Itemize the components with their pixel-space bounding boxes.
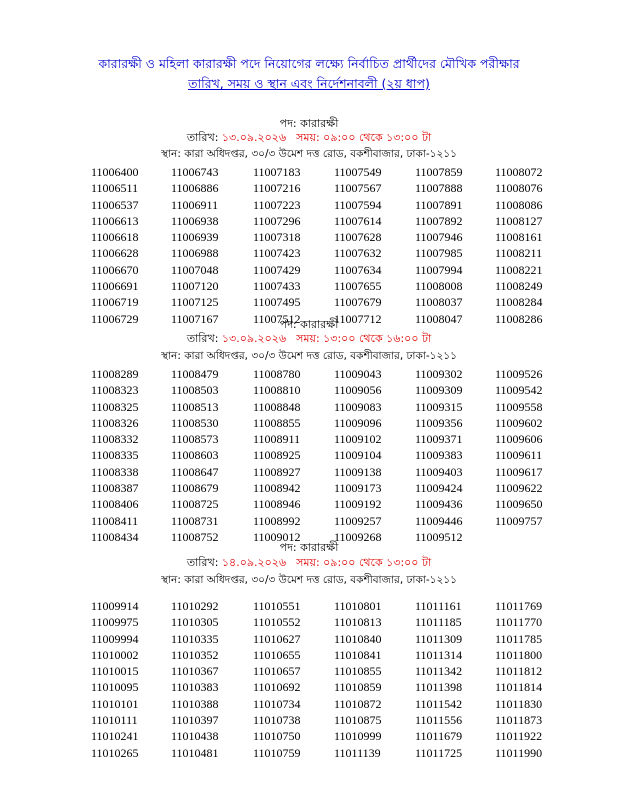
roll-number: 11008503 [171, 383, 219, 398]
roll-number: 11009602 [495, 415, 543, 430]
roll-number: 11007859 [415, 165, 463, 179]
roll-number: 11008731 [171, 513, 219, 528]
roll-number: 11010552 [253, 615, 301, 630]
roll-number: 11010335 [171, 631, 219, 646]
roll-number: 11008848 [253, 399, 301, 414]
roll-number: 11009315 [415, 399, 463, 414]
roll-number: 11006618 [91, 230, 139, 245]
roll-number: 11011161 [415, 599, 462, 613]
roll-number: 11010367 [171, 664, 219, 679]
roll-number: 11006729 [91, 311, 139, 326]
roll-number: 11011139 [334, 745, 381, 760]
roll-number: 11011990 [495, 745, 543, 760]
roll-number: 11010551 [253, 599, 301, 613]
roll-number: 11008332 [91, 432, 139, 447]
roll-number: 11008647 [171, 464, 219, 479]
roll-number: 11008127 [495, 213, 543, 228]
roll-number-column [495, 598, 575, 761]
roll-number: 11009526 [495, 367, 543, 381]
roll-number: 11006939 [171, 230, 219, 245]
roll-number: 11009617 [495, 464, 543, 479]
roll-number: 11009309 [415, 383, 463, 398]
roll-number: 11006400 [91, 165, 139, 179]
roll-number: 11010859 [334, 680, 382, 695]
roll-number: 11007891 [415, 197, 463, 212]
roll-number: 11007614 [334, 213, 382, 228]
roll-number: 11008008 [415, 279, 463, 294]
roll-number: 11010095 [91, 680, 139, 695]
time-label: সময়: [296, 556, 320, 569]
exam-time: ০৯:০০ থেকে ১৩:০০ টা [323, 556, 432, 569]
roll-number: 11007495 [253, 295, 301, 310]
roll-number-column [334, 164, 414, 327]
roll-number: 11008335 [91, 448, 139, 463]
roll-number: 11008603 [171, 448, 219, 463]
exam-time: ০৯:০০ থেকে ১৩:০০ টা [323, 131, 432, 144]
roll-number: 11009356 [415, 415, 463, 430]
roll-number: 11008679 [171, 481, 219, 496]
roll-number: 11008284 [495, 295, 543, 310]
roll-number: 11010305 [171, 615, 219, 630]
roll-number: 11011873 [495, 713, 543, 728]
roll-number: 11008434 [91, 529, 139, 544]
roll-number: 11008810 [253, 383, 301, 398]
roll-number: 11006628 [91, 246, 139, 261]
roll-number-column [171, 366, 251, 545]
roll-number: 11008411 [91, 513, 139, 528]
roll-number: 11008992 [253, 513, 301, 528]
roll-number: 11009012 [253, 529, 301, 544]
roll-number: 11007549 [334, 165, 382, 179]
roll-number: 11010397 [171, 713, 219, 728]
roll-number-column [253, 598, 333, 761]
roll-number: 11007167 [171, 311, 219, 326]
roll-number: 11007946 [415, 230, 463, 245]
roll-number: 11006719 [91, 295, 139, 310]
roll-number-column [91, 598, 171, 761]
roll-number: 11008076 [495, 181, 543, 196]
roll-number: 11008855 [253, 415, 301, 430]
roll-number: 11009622 [495, 481, 543, 496]
roll-number: 11006670 [91, 262, 139, 277]
exam-venue: স্থান: কারা অধিদপ্তর, ৩০/৩ উমেশ দত্ত রোড, বকশীবাজার, ঢাকা-১২১১ [161, 574, 457, 586]
roll-number: 11006691 [91, 279, 139, 294]
exam-venue: স্থান: কারা অধিদপ্তর, ৩০/৩ উমেশ দত্ত রোড, বকশীবাজার, ঢাকা-১২১১ [161, 350, 457, 362]
roll-number: 11010265 [91, 745, 139, 760]
roll-number: 11007048 [171, 262, 219, 277]
roll-number: 11009096 [334, 415, 382, 430]
roll-number-column [91, 366, 171, 545]
roll-number: 11009371 [415, 432, 463, 447]
roll-number: 11006537 [91, 197, 139, 212]
roll-number: 11008479 [171, 367, 219, 381]
roll-number: 11009611 [495, 448, 543, 463]
roll-number-column [495, 366, 575, 529]
roll-number: 11011785 [495, 631, 543, 646]
roll-number: 11008289 [91, 367, 139, 381]
roll-number: 11007892 [415, 213, 463, 228]
roll-number: 11007888 [415, 181, 463, 196]
roll-number: 11007120 [171, 279, 219, 294]
roll-number: 11010840 [334, 631, 382, 646]
roll-number-column [415, 164, 495, 327]
roll-number: 11007634 [334, 262, 382, 277]
roll-number: 11008326 [91, 415, 139, 430]
roll-number: 11008752 [171, 529, 219, 544]
roll-number: 11010738 [253, 713, 301, 728]
roll-number: 11008325 [91, 399, 139, 414]
roll-number: 11008780 [253, 367, 301, 381]
roll-number: 11008249 [495, 279, 543, 294]
date-time-line [0, 131, 618, 145]
roll-number: 11008211 [495, 246, 543, 261]
roll-number: 11006886 [171, 181, 219, 196]
roll-number: 11010759 [253, 745, 301, 760]
roll-number: 11010101 [91, 696, 139, 711]
roll-number: 11009542 [495, 383, 543, 398]
roll-number: 11007512 [253, 311, 301, 326]
roll-number-column [415, 366, 495, 545]
roll-number: 11009056 [334, 383, 382, 398]
roll-number: 11009173 [334, 481, 382, 496]
roll-number: 11011679 [415, 729, 463, 744]
roll-number-column [495, 164, 575, 327]
roll-number: 11010872 [334, 696, 382, 711]
roll-number: 11009403 [415, 464, 463, 479]
roll-number: 11009192 [334, 497, 382, 512]
roll-number-column [171, 598, 251, 761]
roll-number: 11011770 [495, 615, 543, 630]
roll-number-column [334, 598, 414, 761]
roll-number: 11008086 [495, 197, 543, 212]
roll-number: 11009383 [415, 448, 463, 463]
roll-number: 11009994 [91, 631, 139, 646]
roll-number: 11007994 [415, 262, 463, 277]
roll-number: 11009424 [415, 481, 463, 496]
roll-number: 11006613 [91, 213, 139, 228]
roll-number: 11009102 [334, 432, 382, 447]
roll-number: 11008037 [415, 295, 463, 310]
roll-number: 11008221 [495, 262, 543, 277]
date-label: তারিখ: [186, 556, 219, 569]
roll-number: 11008946 [253, 497, 301, 512]
roll-number-column [253, 366, 333, 545]
roll-number: 11010801 [334, 599, 382, 613]
roll-number: 11011830 [495, 696, 543, 711]
exam-venue: স্থান: কারা অধিদপ্তর, ৩০/৩ উমেশ দত্ত রোড, বকশীবাজার, ঢাকা-১২১১ [161, 148, 457, 160]
roll-number: 11009043 [334, 367, 382, 381]
roll-number: 11010111 [91, 713, 138, 728]
roll-number: 11009512 [415, 529, 463, 544]
post-label: পদ: কারারক্ষী [279, 318, 339, 331]
roll-number: 11010002 [91, 647, 139, 662]
document-title-line-2: তারিখ, সময় ও স্থান এবং নির্দেশনাবলী (২য় ধাপ) [188, 76, 430, 91]
roll-number: 11009650 [495, 497, 543, 512]
roll-number-column [415, 598, 495, 761]
time-label: সময়: [296, 332, 320, 345]
roll-number: 11007594 [334, 197, 382, 212]
roll-number: 11007223 [253, 197, 301, 212]
document-title-line-1: কারারক্ষী ও মহিলা কারারক্ষী পদে নিয়োগের লক্ষ্যে নির্বাচিত প্রার্থীদের মৌখিক পরীক্ষার [98, 56, 520, 71]
roll-number: 11006938 [171, 213, 219, 228]
roll-number: 11007183 [253, 165, 301, 179]
roll-number: 11007429 [253, 262, 301, 277]
post-label: পদ: কারারক্ষী [279, 117, 339, 130]
roll-number: 11010438 [171, 729, 219, 744]
exam-date: ১৩.০৯.২০২৬ [221, 131, 287, 144]
roll-number: 11011922 [495, 729, 543, 744]
roll-number: 11008161 [495, 230, 543, 245]
roll-number: 11007712 [334, 311, 382, 326]
roll-number: 11010855 [334, 664, 382, 679]
roll-number: 11010734 [253, 696, 301, 711]
roll-number: 11010841 [334, 647, 382, 662]
roll-number: 11010657 [253, 664, 301, 679]
roll-number: 11007318 [253, 230, 301, 245]
roll-number: 11009975 [91, 615, 139, 630]
roll-number: 11010383 [171, 680, 219, 695]
roll-number: 11011814 [495, 680, 543, 695]
roll-number: 11007296 [253, 213, 301, 228]
date-time-line [0, 556, 618, 570]
roll-number: 11006743 [171, 165, 219, 179]
roll-number: 11007679 [334, 295, 382, 310]
roll-number: 11010481 [171, 745, 219, 760]
roll-number: 11008072 [495, 165, 543, 179]
roll-number: 11008323 [91, 383, 139, 398]
roll-number: 11010999 [334, 729, 382, 744]
roll-number: 11009558 [495, 399, 543, 414]
roll-number: 11009446 [415, 513, 463, 528]
roll-number: 11011556 [415, 713, 463, 728]
roll-number-column [253, 164, 333, 327]
roll-number: 11009268 [334, 529, 382, 544]
roll-number-column [334, 366, 414, 545]
roll-number: 11010292 [171, 599, 219, 613]
roll-number: 11006988 [171, 246, 219, 261]
roll-number: 11006911 [171, 197, 219, 212]
roll-number: 11010750 [253, 729, 301, 744]
roll-number: 11011769 [495, 599, 543, 613]
roll-number: 11007985 [415, 246, 463, 261]
exam-date: ১৪.০৯.২০২৬ [221, 556, 287, 569]
exam-time: ১৩:০০ থেকে ১৬:০০ টা [323, 332, 432, 345]
roll-number: 11009104 [334, 448, 382, 463]
roll-number: 11007567 [334, 181, 382, 196]
roll-number: 11008725 [171, 497, 219, 512]
date-time-line [0, 332, 618, 346]
roll-number: 11008927 [253, 464, 301, 479]
roll-number: 11010241 [91, 729, 139, 744]
time-label: সময়: [296, 131, 320, 144]
roll-number: 11009606 [495, 432, 543, 447]
roll-number: 11008925 [253, 448, 301, 463]
roll-number: 11010352 [171, 647, 219, 662]
post-label: পদ: কারারক্ষী [279, 541, 339, 554]
roll-number: 11007423 [253, 246, 301, 261]
roll-number: 11010692 [253, 680, 301, 695]
roll-number: 11011725 [415, 745, 463, 760]
roll-number: 11009757 [495, 513, 543, 528]
roll-number: 11011812 [495, 664, 543, 679]
roll-number: 11010015 [91, 664, 139, 679]
roll-number: 11007628 [334, 230, 382, 245]
roll-number: 11011800 [495, 647, 543, 662]
roll-number: 11007632 [334, 246, 382, 261]
date-label: তারিখ: [186, 131, 219, 144]
roll-number: 11011314 [415, 647, 463, 662]
roll-number: 11008406 [91, 497, 139, 512]
roll-number: 11008573 [171, 432, 219, 447]
roll-number: 11011542 [415, 696, 463, 711]
roll-number: 11009257 [334, 513, 382, 528]
roll-number: 11006511 [91, 181, 139, 196]
roll-number: 11009138 [334, 464, 382, 479]
roll-number: 11011185 [415, 615, 462, 630]
exam-date: ১৩.০৯.২০২৬ [221, 332, 287, 345]
roll-number: 11008387 [91, 481, 139, 496]
roll-number: 11009914 [91, 599, 139, 613]
roll-number: 11010388 [171, 696, 219, 711]
roll-number: 11007125 [171, 295, 219, 310]
roll-number: 11008942 [253, 481, 301, 496]
roll-number: 11008047 [415, 311, 463, 326]
roll-number: 11008530 [171, 415, 219, 430]
roll-number: 11008911 [253, 432, 301, 447]
roll-number: 11009083 [334, 399, 382, 414]
roll-number: 11008513 [171, 399, 219, 414]
roll-number: 11010875 [334, 713, 382, 728]
roll-number: 11011398 [415, 680, 463, 695]
roll-number: 11008286 [495, 311, 543, 326]
roll-number: 11010813 [334, 615, 382, 630]
roll-number: 11011342 [415, 664, 463, 679]
roll-number: 11010655 [253, 647, 301, 662]
roll-number: 11007655 [334, 279, 382, 294]
roll-number: 11007216 [253, 181, 301, 196]
roll-number: 11010627 [253, 631, 301, 646]
date-label: তারিখ: [186, 332, 219, 345]
roll-number-column [171, 164, 251, 327]
roll-number-column [91, 164, 171, 327]
roll-number: 11007433 [253, 279, 301, 294]
roll-number: 11009436 [415, 497, 463, 512]
roll-number: 11011309 [415, 631, 463, 646]
roll-number: 11008338 [91, 464, 139, 479]
roll-number: 11009302 [415, 367, 463, 381]
